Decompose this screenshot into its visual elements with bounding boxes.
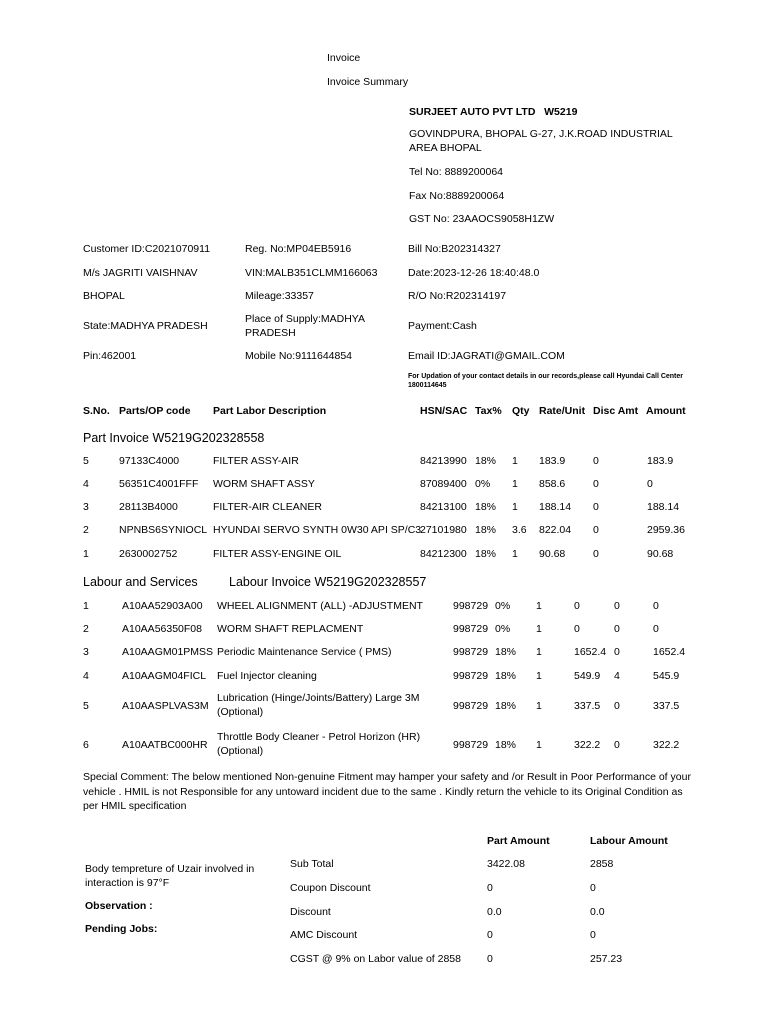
labour-row-tax: 18%	[495, 700, 517, 712]
part-row-amount: 2959.36	[647, 524, 685, 536]
part-row-code: 28113B4000	[119, 501, 178, 513]
labour-row-qty: 1	[536, 623, 542, 635]
mileage: Mileage:33357	[245, 290, 314, 302]
labour-row-rate: 0	[574, 623, 580, 635]
labour-row-sno: 2	[83, 623, 89, 635]
labour-row-hsn: 998729	[453, 670, 489, 682]
summary-row-label: CGST @ 9% on Labor value of 2858	[290, 953, 461, 965]
part-row-desc: WORM SHAFT ASSY	[213, 478, 315, 490]
part-row-desc: FILTER ASSY-ENGINE OIL	[213, 548, 342, 560]
labour-row-hsn: 998729	[453, 600, 489, 612]
labour-row-code: A10AATBC000HR	[122, 739, 208, 751]
labour-row-code: A10AAGM01PMSS	[122, 646, 214, 658]
part-row-sno: 2	[83, 524, 89, 536]
customer-pin: Pin:462001	[83, 350, 137, 362]
labour-row-hsn: 998729	[453, 700, 489, 712]
labour-row-desc: Periodic Maintenance Service ( PMS)	[217, 646, 392, 658]
summary-row-labour-amount: 0	[590, 929, 596, 941]
labour-row-sno: 1	[83, 600, 89, 612]
document-subtitle: Invoice Summary	[327, 76, 409, 88]
labour-row-amount: 545.9	[653, 670, 680, 682]
labour-row-amount: 322.2	[653, 739, 680, 751]
labour-invoice-title: Labour Invoice W5219G202328557	[229, 575, 427, 589]
summary-row-label: Coupon Discount	[290, 882, 371, 894]
summary-row-labour-amount: 257.23	[590, 953, 623, 965]
labour-row-tax: 18%	[495, 739, 517, 751]
col-hsn: HSN/SAC	[420, 405, 468, 417]
labour-row-disc: 4	[614, 670, 620, 682]
labour-row-tax: 0%	[495, 600, 511, 612]
summary-row-label: Sub Total	[290, 858, 334, 870]
labour-row-tax: 0%	[495, 623, 511, 635]
labour-row-desc: WHEEL ALIGNMENT (ALL) -ADJUSTMENT	[217, 600, 423, 612]
summary-row-labour-amount: 0	[590, 882, 596, 894]
summary-row-part-amount: 0	[487, 929, 493, 941]
part-row-code: 56351C4001FFF	[119, 478, 199, 490]
part-row-code: 2630002752	[119, 548, 178, 560]
col-amount: Amount	[646, 405, 686, 417]
labour-row-code: A10AASPLVAS3M	[122, 700, 209, 712]
special-comment: Special Comment: The below mentioned Non-genuine Fitment may hamper your safety and /or Result in Poor Performance of your vehicle . HMIL is not Responsible for any untoward incident due to the same . Kindly return the vehicle to its Original Condition as per HMIL specification	[83, 771, 691, 813]
col-desc: Part Labor Description	[213, 405, 327, 417]
part-row-desc: HYUNDAI SERVO SYNTH 0W30 API SP/C3	[213, 524, 422, 536]
labour-row-code: A10AAGM04FICL	[122, 670, 207, 682]
labour-row-rate: 0	[574, 600, 580, 612]
labour-row-qty: 1	[536, 646, 542, 658]
part-row-hsn: 84213100	[420, 501, 467, 513]
labour-row-rate: 322.2	[574, 739, 601, 751]
part-row-sno: 3	[83, 501, 89, 513]
col-disc: Disc Amt	[593, 405, 639, 417]
document-title: Invoice	[327, 52, 361, 64]
labour-row-code: A10AA52903A00	[122, 600, 203, 612]
part-row-sno: 1	[83, 548, 89, 560]
customer-id: Customer ID:C2021070911	[83, 243, 211, 255]
labour-row-hsn: 998729	[453, 646, 489, 658]
labour-row-disc: 0	[614, 700, 620, 712]
summary-row-part-amount: 0.0	[487, 906, 502, 918]
part-row-amount: 183.9	[647, 455, 674, 467]
part-row-hsn: 84212300	[420, 548, 467, 560]
part-row-tax: 18%	[475, 501, 497, 513]
customer-city: BHOPAL	[83, 290, 125, 302]
summary-row-part-amount: 0	[487, 953, 493, 965]
company-gst: GST No: 23AAOCS9058H1ZW	[409, 213, 555, 225]
labour-row-sno: 3	[83, 646, 89, 658]
part-row-disc: 0	[593, 501, 599, 513]
part-row-sno: 4	[83, 478, 89, 490]
part-row-code: 97133C4000	[119, 455, 180, 467]
part-row-sno: 5	[83, 455, 89, 467]
update-note: For Updation of your contact details in our records,please call Hyundai Call Center 1800114645	[408, 373, 683, 390]
labour-row-code: A10AA56350F08	[122, 623, 202, 635]
summary-row-labour-amount: 0.0	[590, 906, 605, 918]
labour-row-amount: 337.5	[653, 700, 680, 712]
part-row-qty: 1	[512, 478, 518, 490]
labour-row-qty: 1	[536, 600, 542, 612]
body-temp-note: Body tempreture of Uzair involved in interaction is 97°F	[85, 863, 255, 889]
ro-no: R/O No:R202314197	[408, 290, 507, 302]
labour-row-disc: 0	[614, 739, 620, 751]
labour-row-sno: 5	[83, 700, 89, 712]
summary-row-labour-amount: 2858	[590, 858, 614, 870]
labour-row-rate: 549.9	[574, 670, 601, 682]
part-row-amount: 188.14	[647, 501, 680, 513]
part-row-tax: 18%	[475, 548, 497, 560]
labour-row-qty: 1	[536, 739, 542, 751]
part-row-hsn: 87089400	[420, 478, 467, 490]
pending-jobs-label: Pending Jobs:	[85, 923, 158, 935]
part-row-rate: 90.68	[539, 548, 566, 560]
part-row-amount: 90.68	[647, 548, 674, 560]
part-row-hsn: 84213990	[420, 455, 467, 467]
labour-row-disc: 0	[614, 646, 620, 658]
part-row-disc: 0	[593, 478, 599, 490]
summary-labour-header: Labour Amount	[590, 835, 668, 847]
col-tax: Tax%	[475, 405, 502, 417]
company-name: SURJEET AUTO PVT LTD W5219	[409, 106, 578, 118]
part-row-tax: 0%	[475, 478, 491, 490]
vin: VIN:MALB351CLMM166063	[245, 267, 378, 279]
summary-row-label: Discount	[290, 906, 331, 918]
part-row-desc: FILTER ASSY-AIR	[213, 455, 299, 467]
col-code: Parts/OP code	[119, 405, 191, 417]
part-row-qty: 1	[512, 548, 518, 560]
company-address: GOVINDPURA, BHOPAL G-27, J.K.ROAD INDUSTRIAL AREA BHOPAL	[409, 128, 673, 154]
labour-row-amount: 0	[653, 623, 659, 635]
labour-row-qty: 1	[536, 670, 542, 682]
labour-row-sno: 4	[83, 670, 89, 682]
labour-row-disc: 0	[614, 600, 620, 612]
place-of-supply: Place of Supply:MADHYA PRADESH	[245, 313, 365, 339]
email-id: Email ID:JAGRATI@GMAIL.COM	[408, 350, 565, 362]
part-row-disc: 0	[593, 524, 599, 536]
labour-row-amount: 0	[653, 600, 659, 612]
labour-row-rate: 1652.4	[574, 646, 607, 658]
summary-row-part-amount: 0	[487, 882, 493, 894]
labour-row-desc: Lubrication (Hinge/Joints/Battery) Large 3M (Optional)	[217, 692, 420, 718]
labour-row-disc: 0	[614, 623, 620, 635]
col-sno: S.No.	[83, 405, 110, 417]
labour-row-tax: 18%	[495, 670, 517, 682]
labour-row-rate: 337.5	[574, 700, 601, 712]
part-row-rate: 858.6	[539, 478, 566, 490]
labour-row-desc: WORM SHAFT REPLACMENT	[217, 623, 364, 635]
reg-no: Reg. No:MP04EB5916	[245, 243, 352, 255]
labour-row-hsn: 998729	[453, 739, 489, 751]
part-row-rate: 822.04	[539, 524, 572, 536]
part-row-qty: 1	[512, 501, 518, 513]
labour-row-qty: 1	[536, 700, 542, 712]
labour-row-tax: 18%	[495, 646, 517, 658]
mobile-no: Mobile No:9111644854	[245, 350, 353, 362]
summary-row-label: AMC Discount	[290, 929, 358, 941]
labour-section-title: Labour and Services	[83, 575, 198, 589]
part-row-qty: 1	[512, 455, 518, 467]
part-row-tax: 18%	[475, 524, 497, 536]
part-row-rate: 183.9	[539, 455, 566, 467]
summary-part-header: Part Amount	[487, 835, 550, 847]
part-row-amount: 0	[647, 478, 653, 490]
part-row-qty: 3.6	[512, 524, 527, 536]
col-rate: Rate/Unit	[539, 405, 586, 417]
customer-name: M/s JAGRITI VAISHNAV	[83, 267, 198, 279]
labour-row-sno: 6	[83, 739, 89, 751]
part-row-disc: 0	[593, 548, 599, 560]
part-row-desc: FILTER-AIR CLEANER	[213, 501, 322, 513]
payment-mode: Payment:Cash	[408, 320, 477, 332]
labour-row-desc: Throttle Body Cleaner - Petrol Horizon (HR) (Optional)	[217, 731, 421, 757]
part-row-tax: 18%	[475, 455, 497, 467]
col-qty: Qty	[512, 405, 530, 417]
labour-row-amount: 1652.4	[653, 646, 686, 658]
part-row-rate: 188.14	[539, 501, 572, 513]
customer-state: State:MADHYA PRADESH	[83, 320, 208, 332]
invoice-date: Date:2023-12-26 18:40:48.0	[408, 267, 540, 279]
company-tel: Tel No: 8889200064	[409, 166, 503, 178]
summary-row-part-amount: 3422.08	[487, 858, 525, 870]
labour-row-hsn: 998729	[453, 623, 489, 635]
part-invoice-title: Part Invoice W5219G202328558	[83, 431, 265, 445]
company-fax: Fax No:8889200064	[409, 190, 505, 202]
part-row-code: NPNBS6SYNIOCL	[119, 524, 208, 536]
part-row-hsn: 27101980	[420, 524, 467, 536]
bill-no: Bill No:B202314327	[408, 243, 501, 255]
labour-row-desc: Fuel Injector cleaning	[217, 670, 317, 682]
observation-label: Observation :	[85, 900, 153, 912]
part-row-disc: 0	[593, 455, 599, 467]
